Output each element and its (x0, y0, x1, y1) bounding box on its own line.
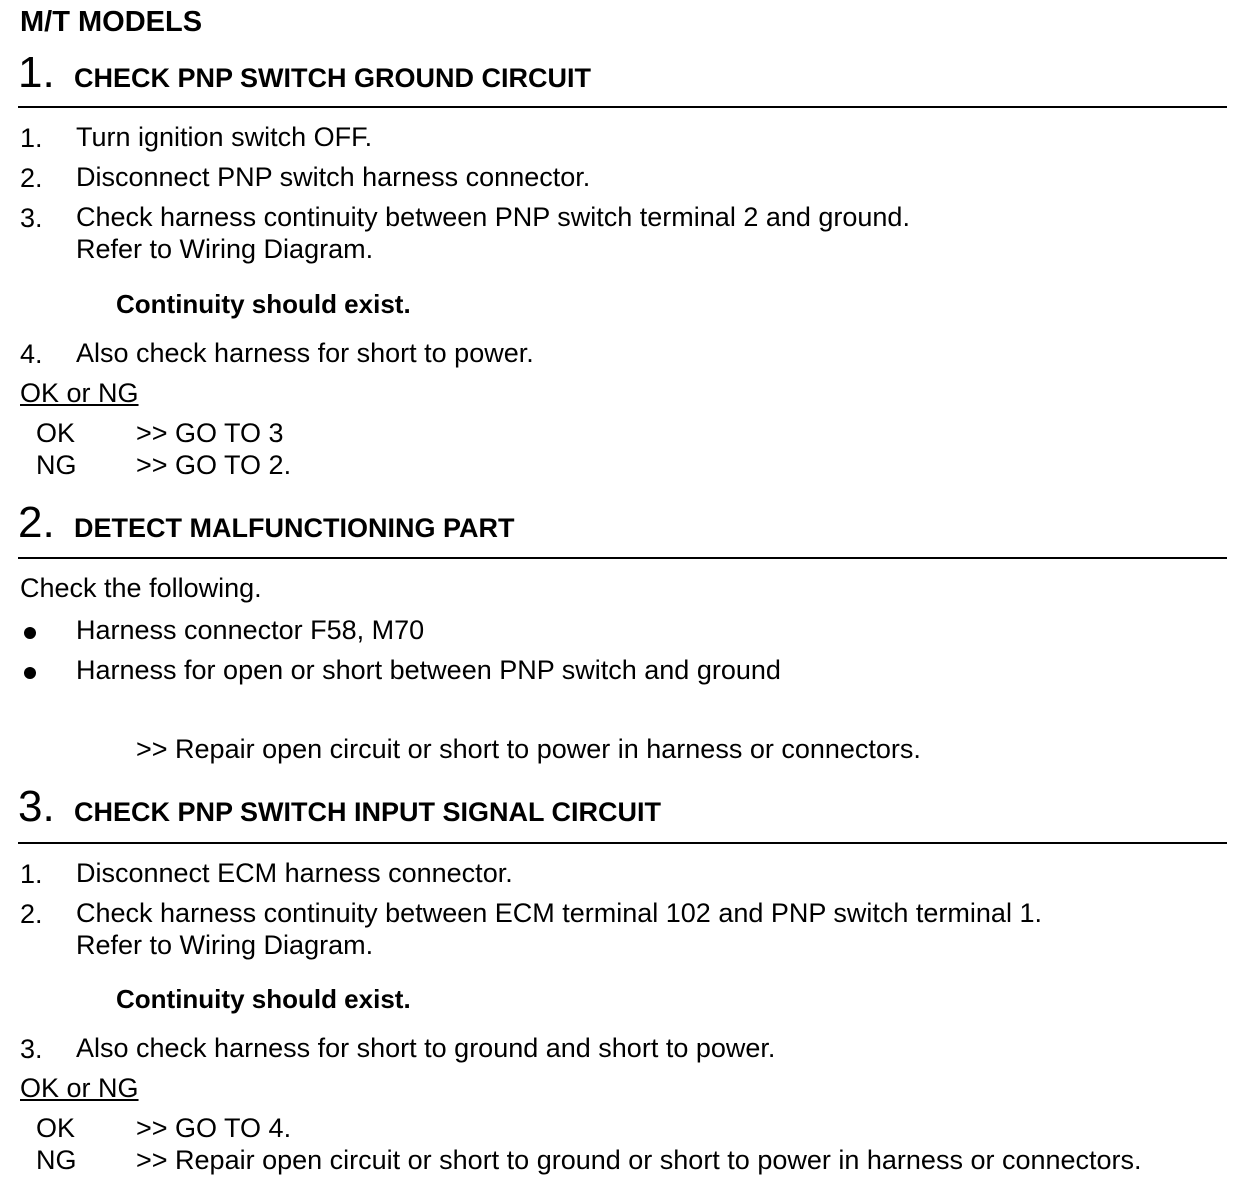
section-1-title: CHECK PNP SWITCH GROUND CIRCUIT (74, 63, 592, 93)
s2-bullet-2-dot (24, 667, 36, 679)
s1-step-2-text: Disconnect PNP switch harness connector. (76, 162, 591, 192)
s1-spec: Continuity should exist. (116, 289, 411, 319)
s3-step-3-text: Also check harness for short to ground and short to power. (76, 1033, 776, 1063)
section-3-number: 3. (18, 782, 55, 831)
s1-step-2-num: 2. (20, 163, 43, 193)
s3-result-ok-value: >> GO TO 4. (136, 1113, 292, 1143)
s1-step-4-text: Also check harness for short to power. (76, 338, 534, 368)
s2-bullet-1-dot (24, 627, 36, 639)
s1-step-1-num: 1. (20, 123, 43, 153)
section-2-number: 2. (18, 498, 55, 547)
s3-spec: Continuity should exist. (116, 984, 411, 1014)
s3-step-2-num: 2. (20, 899, 43, 929)
s1-step-3-text: Check harness continuity between PNP switch terminal 2 and ground. (76, 202, 910, 232)
s3-step-2-text-2: Refer to Wiring Diagram. (76, 930, 374, 960)
s1-result-ng-key: NG (36, 450, 77, 480)
s2-bullet-2-text: Harness for open or short between PNP switch and ground (76, 655, 781, 685)
section-2-title: DETECT MALFUNCTIONING PART (74, 513, 515, 543)
s1-step-4-num: 4. (20, 339, 43, 369)
section-2-divider (18, 557, 1227, 559)
s1-result-ok-key: OK (36, 418, 76, 448)
s1-result-ok-value: >> GO TO 3 (136, 418, 284, 448)
s1-judgement-label: OK or NG (20, 378, 139, 408)
s3-judgement-label: OK or NG (20, 1073, 139, 1103)
section-1-divider (18, 106, 1227, 108)
s2-action: >> Repair open circuit or short to power in harness or connectors. (136, 734, 921, 764)
s3-step-3-num: 3. (20, 1034, 43, 1064)
s1-result-ng-value: >> GO TO 2. (136, 450, 292, 480)
s3-result-ng-key: NG (36, 1145, 77, 1175)
s3-result-ng-value: >> Repair open circuit or short to ground or short to power in harness or connectors. (136, 1145, 1142, 1175)
section-3-title: CHECK PNP SWITCH INPUT SIGNAL CIRCUIT (74, 797, 662, 827)
s1-step-3-text-2: Refer to Wiring Diagram. (76, 234, 374, 264)
s3-step-1-num: 1. (20, 859, 43, 889)
s1-step-3-num: 3. (20, 203, 43, 233)
s3-step-1-text: Disconnect ECM harness connector. (76, 858, 513, 888)
models-heading: M/T MODELS (20, 6, 203, 38)
s1-step-1-text: Turn ignition switch OFF. (76, 122, 373, 152)
s2-bullet-1-text: Harness connector F58, M70 (76, 615, 425, 645)
s2-intro: Check the following. (20, 573, 262, 603)
s3-result-ok-key: OK (36, 1113, 76, 1143)
s3-step-2-text: Check harness continuity between ECM terminal 102 and PNP switch terminal 1. (76, 898, 1042, 928)
section-1-number: 1. (18, 48, 55, 97)
section-3-divider (18, 842, 1227, 844)
